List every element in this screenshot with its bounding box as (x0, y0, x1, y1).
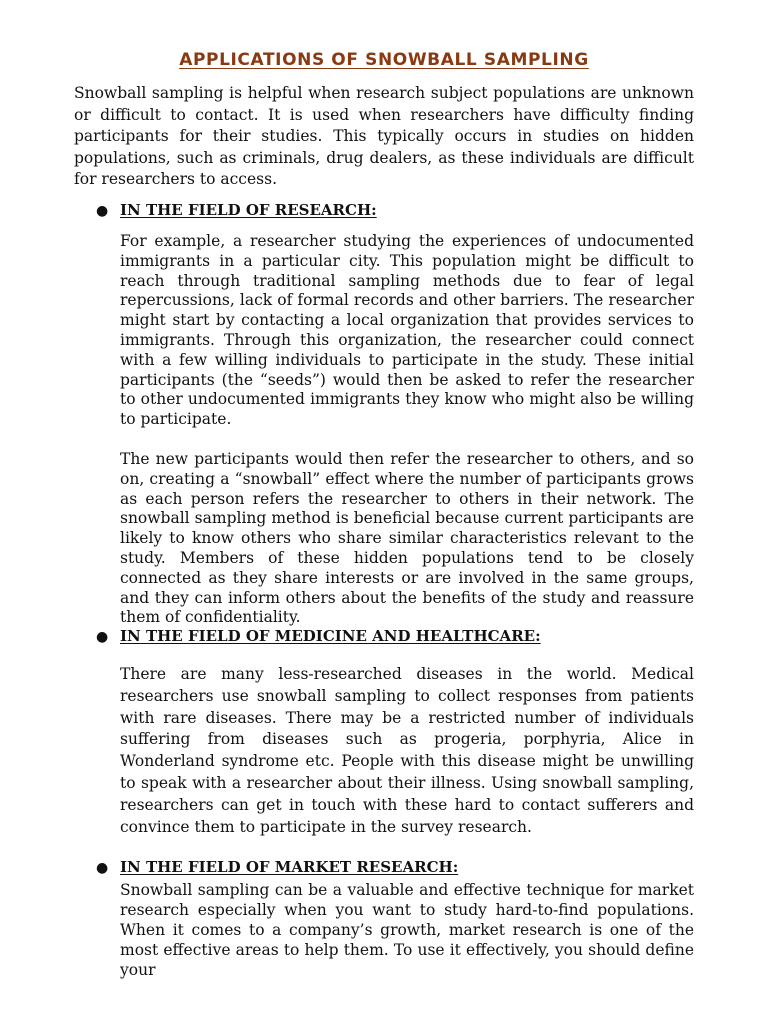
research-paragraph-1: For example, a researcher studying the experiences of undocumented immigrants in a particular city. This population might be difficult to reach through traditional sampling methods due to fear of legal repercussions, lack of formal records and other barriers. The researcher might start by contacting a local organization that provides services to immigrants. Through this organization, the researcher could connect with a few willing individuals to participate in the study. These initial participants (the “seeds”) would then be asked to refer the researcher to other undocumented immigrants they know who might also be willing to participate. (120, 232, 694, 429)
research-paragraph-2: The new participants would then refer the researcher to others, and so on, creating a “snowball” effect where the number of participants grows as each person refers the researcher to others in their network. The snowball sampling method is beneficial because current participants are likely to know others who share similar characteristics relevant to the study. Members of these hidden populations tend to be closely connected as they share interests or are involved in the same groups, and they can inform others about the benefits of the study and reassure them of confidentiality. (120, 450, 694, 627)
medicine-paragraph: There are many less-researched diseases in the world. Medical researchers use snowball sampling to collect responses from patients with rare diseases. There may be a restricted number of individuals suffering from diseases such as progeria, porphyria, Alice in Wonderland syndrome etc. People with this disease might be unwilling to speak with a researcher about their illness. Using snowball sampling, researchers can get in touch with these hard to contact sufferers and convince them to participate in the survey research. (120, 665, 694, 836)
bullet-icon: ● (96, 629, 109, 645)
intro-paragraph: Snowball sampling is helpful when research subject populations are unknown or difficult to contact. It is used when researchers have difficulty finding participants for their studies. This typically occurs in studies on hidden populations, such as criminals, drug dealers, as these individuals are difficult for researchers to access. (74, 84, 694, 189)
bullet-icon: ● (96, 860, 109, 876)
section-heading-text: IN THE FIELD OF MEDICINE AND HEALTHCARE: (120, 627, 541, 645)
section-heading-market (96, 858, 696, 876)
document-title: APPLICATIONS OF SNOWBALL SAMPLING (179, 50, 589, 70)
section-heading-research (96, 201, 696, 219)
market-paragraph: Snowball sampling can be a valuable and effective technique for market research especially when you want to study hard-to-find populations. When it comes to a company’s growth, market research is one of the most effective areas to help them. To use it effectively, you should define your (120, 881, 694, 979)
section-heading-text: IN THE FIELD OF RESEARCH: (120, 201, 377, 219)
section-heading-medicine (96, 627, 696, 645)
bullet-icon: ● (96, 203, 109, 219)
section-heading-text: IN THE FIELD OF MARKET RESEARCH: (120, 858, 459, 876)
